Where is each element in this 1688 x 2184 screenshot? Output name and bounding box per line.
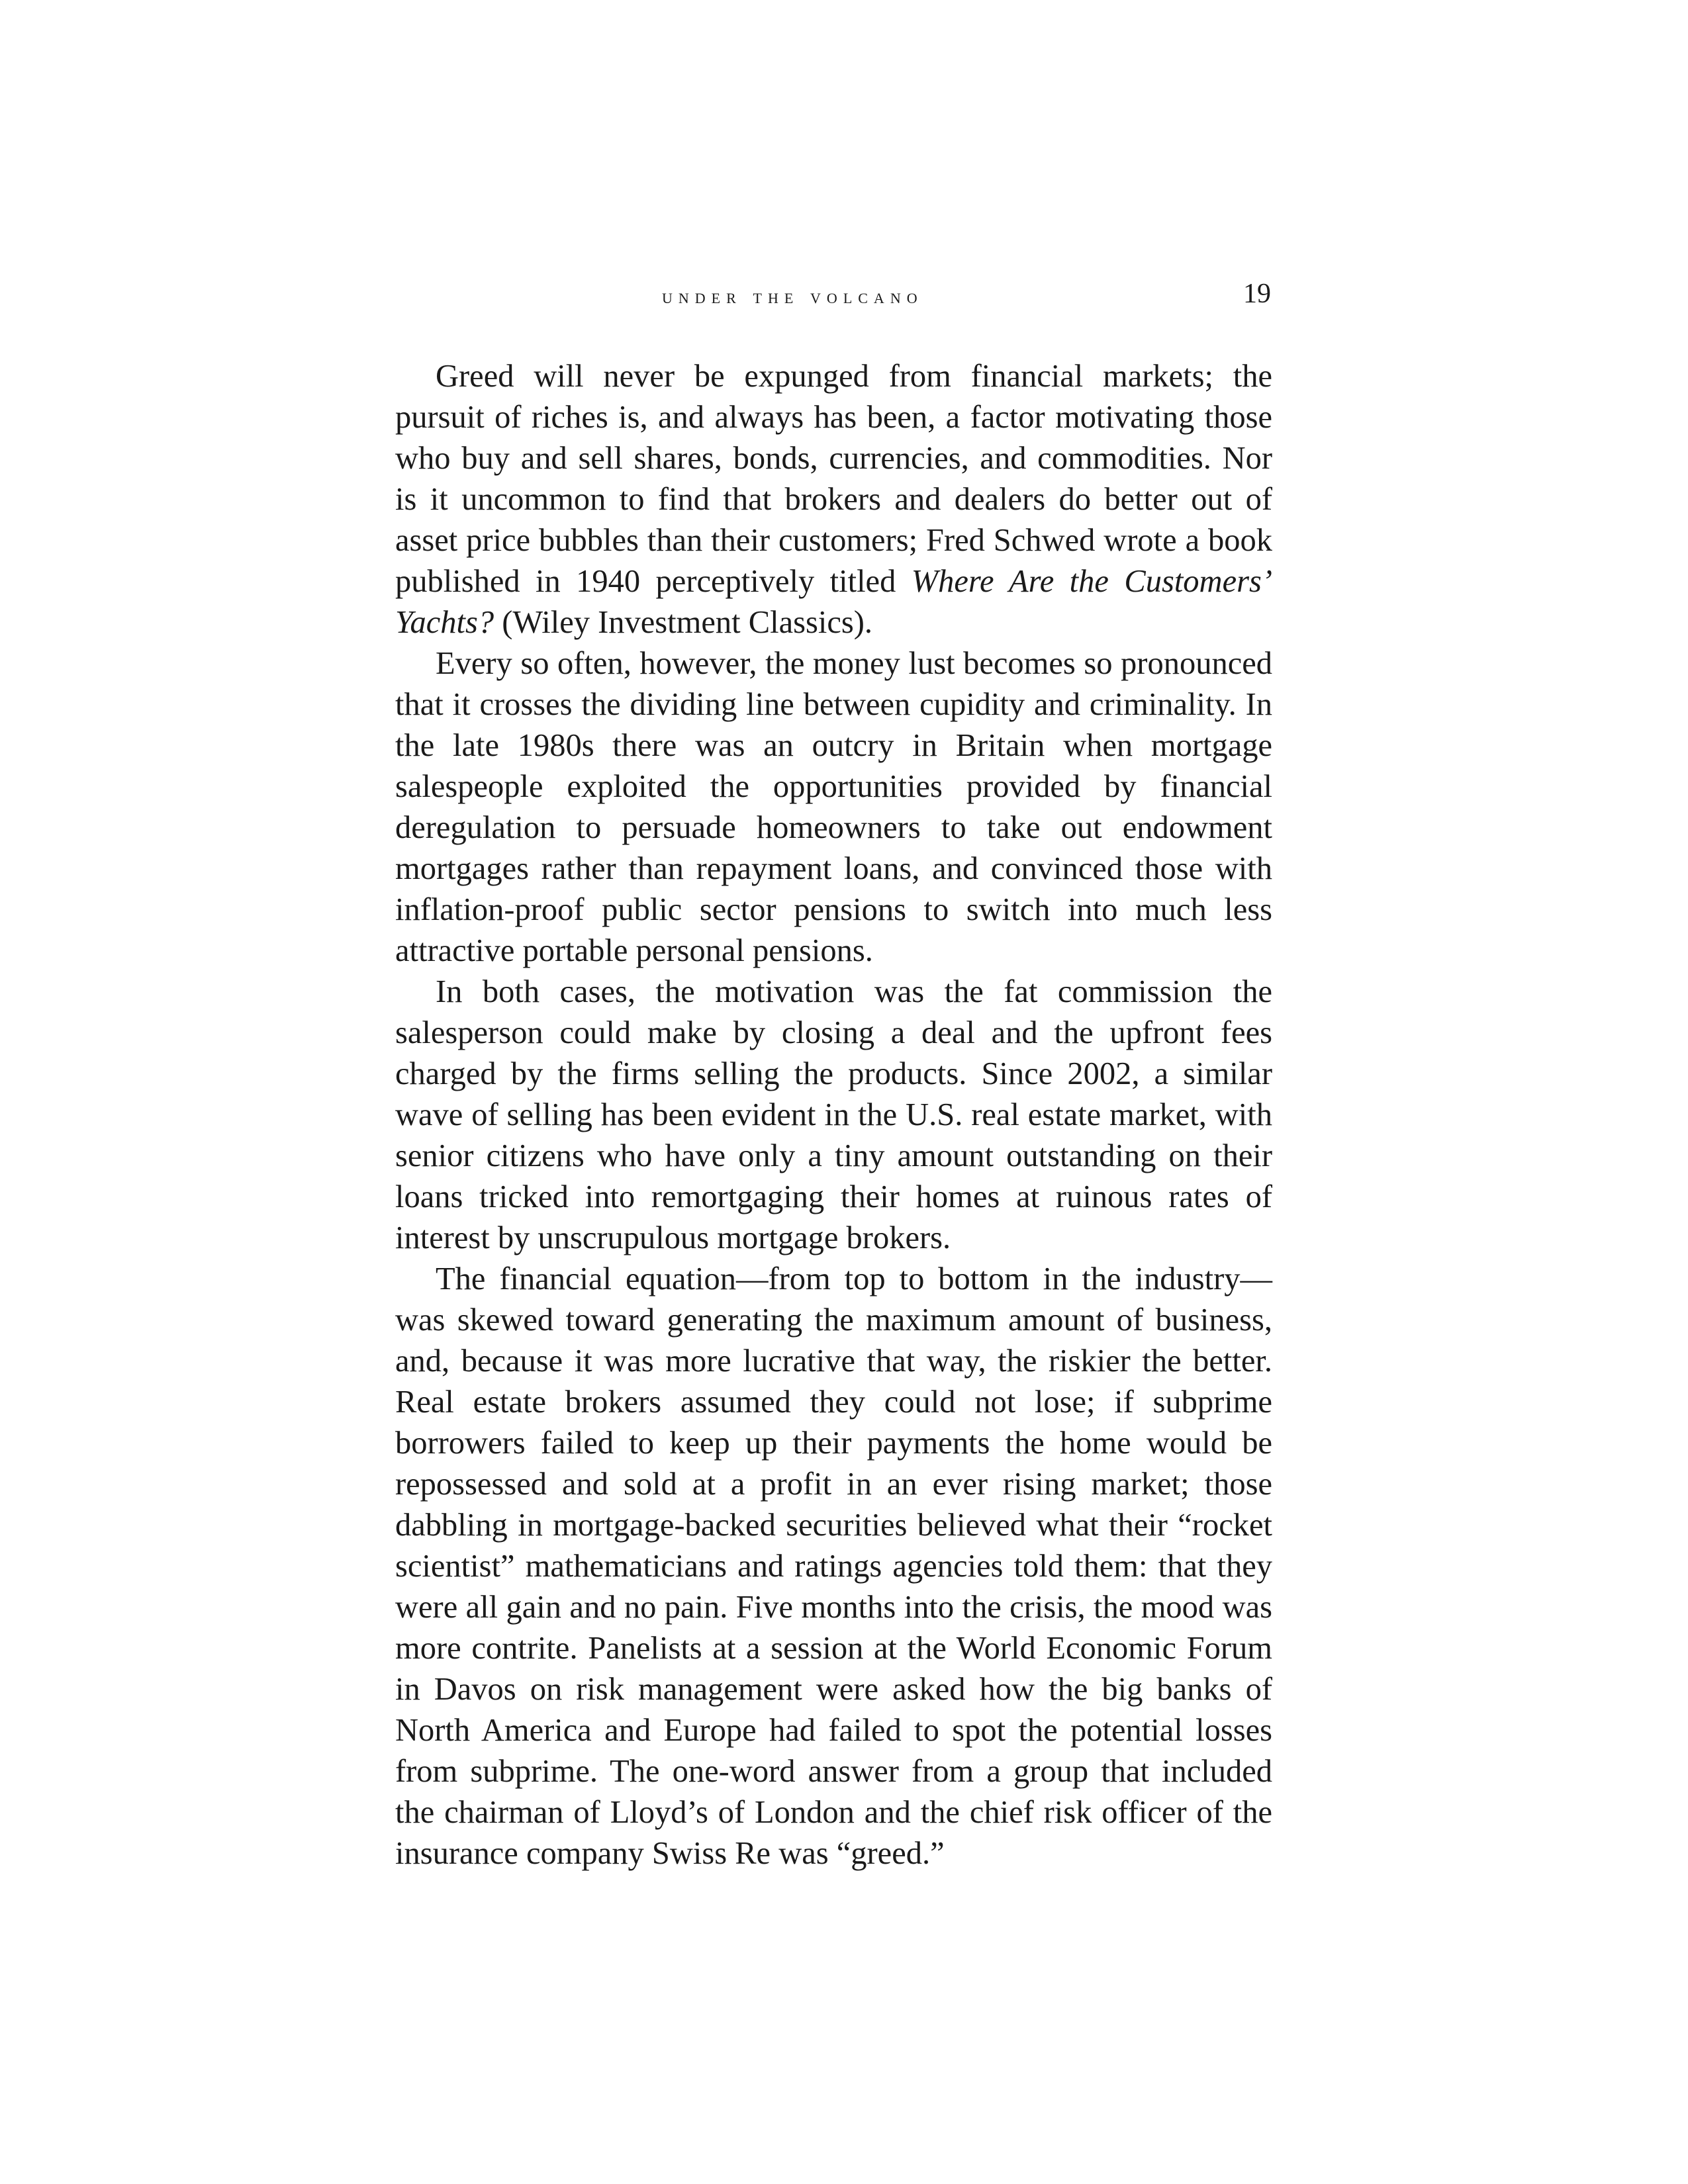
paragraph-1-tail: (Wiley Investment Classics). xyxy=(494,605,872,640)
page-number: 19 xyxy=(1243,279,1271,309)
paragraph-4: The financial equation—from top to bottom in the industry—was skewed toward generating the maximum amount of business, and, because it was more lucrative that way, the riskier the better. Real estate brokers assumed they could not lose; if subprime borrowers failed to keep up their payments the home would be repossessed and sold at a profit in an ever rising market; those dabbling in mortgage-backed securities believed what their “rocket scientist” mathematicians and ratings agencies told them: that they were all gain and no pain. Five months into the crisis, the mood was more contrite. Panelists at a session at the World Economic Forum in Davos on risk management were asked how the big banks of North America and Europe had failed to spot the potential losses from subprime. The one-word answer from a group that included the chairman of Lloyd’s of London and the chief risk officer of the insurance company Swiss Re was “greed.” xyxy=(395,1261,1272,1871)
paragraph-2: Every so often, however, the money lust becomes so pronounced that it crosses the dividing line between cupidity and criminality. In the late 1980s there was an outcry in Britain when mortgage salespeople exploited the opportunities provided by financial deregulation to persuade homeowners to take out endowment mortgages rather than repayment loans, and convinced those with inflation-proof public sector pensions to switch into much less attractive portable personal pensions. xyxy=(395,646,1272,968)
body-text xyxy=(395,356,1272,1874)
paragraph-1 xyxy=(395,356,1272,643)
book-title-italic: Where Are the Customers’ Yachts? xyxy=(395,564,1272,640)
running-head: under the volcano xyxy=(662,285,923,308)
paragraph-3: In both cases, the motivation was the fat commission the salesperson could make by closing a deal and the upfront fees charged by the firms selling the products. Since 2002, a similar wave of selling has been evident in the U.S. real estate market, with senior citizens who have only a tiny amount outstanding on their loans tricked into remortgaging their homes at ruinous rates of interest by unscrupulous mortgage brokers. xyxy=(395,974,1272,1255)
paragraph-1-text: Greed will never be expunged from financial markets; the pursuit of riches is, and always has been, a factor motivating those who buy and sell shares, bonds, currencies, and commodities. Nor is it uncommon to find that brokers and dealers do better out of asset price bubbles than their customers; Fred Schwed wrote a book published in 1940 perceptively titled xyxy=(395,359,1272,599)
